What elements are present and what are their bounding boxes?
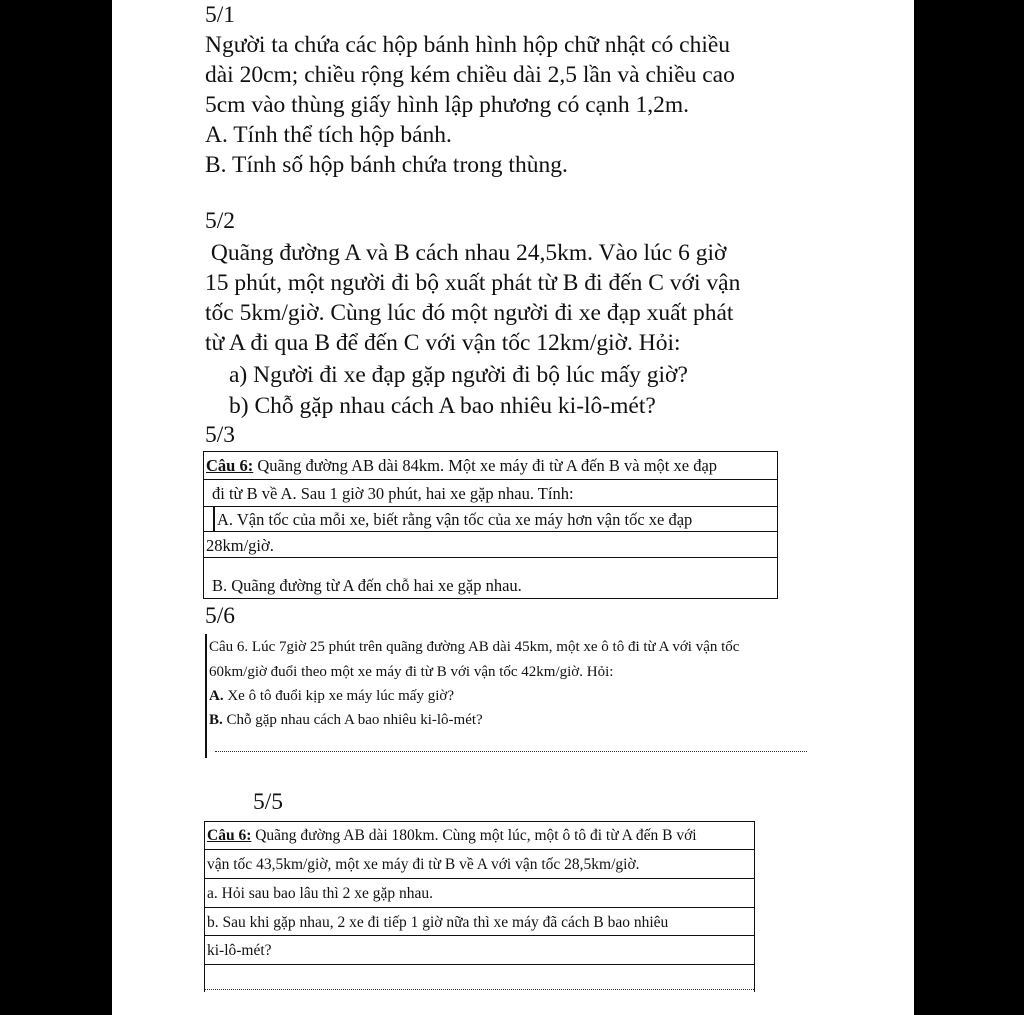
table-cell: A. Vận tốc của mỗi xe, biết rằng vận tốc của xe máy hơn vận tốc xe đạp — [217, 510, 693, 529]
table-cell: a. Hỏi sau bao lâu thì 2 xe gặp nhau. — [207, 885, 433, 902]
table-divider — [204, 479, 777, 480]
question-text: Quãng đường AB dài 180km. Cùng một lúc, một ô tô đi từ A đến B với — [251, 827, 697, 844]
question-text: Chỗ gặp nhau cách A bao nhiêu ki-lô-mét? — [222, 712, 483, 728]
section-heading-5-1: 5/1 — [205, 2, 236, 28]
problem-5-1-line: 5cm vào thùng giấy hình lập phương có cạnh 1,2m. — [205, 92, 689, 118]
problem-5-2-line: từ A đi qua B để đến C với vận tốc 12km/giờ. Hỏi: — [205, 330, 681, 356]
table-cell — [207, 827, 697, 845]
section-heading-5-6: 5/6 — [205, 603, 236, 629]
problem-5-3-table — [203, 451, 778, 599]
question-label: Câu 6: — [206, 456, 254, 475]
table-divider — [204, 531, 777, 532]
table-divider — [204, 557, 777, 558]
problem-5-2-line: tốc 5km/giờ. Cùng lúc đó một người đi xe đạp xuất phát — [205, 300, 734, 326]
question-text: Xe ô tô đuổi kịp xe máy lúc mấy giờ? — [223, 688, 454, 704]
question-label: B. — [209, 712, 223, 728]
problem-5-6-line: 60km/giờ đuổi theo một xe máy đi từ B với vận tốc 42km/giờ. Hỏi: — [209, 664, 614, 680]
table-divider — [205, 907, 754, 908]
table-cell: vận tốc 43,5km/giờ, một xe máy đi từ B về A với vận tốc 28,5km/giờ. — [207, 856, 640, 873]
document-page — [112, 0, 914, 1015]
table-divider — [204, 506, 777, 507]
problem-5-1-line: B. Tính số hộp bánh chứa trong thùng. — [205, 152, 568, 178]
table-cell: 28km/giờ. — [206, 536, 274, 555]
problem-5-5-table — [204, 821, 755, 992]
problem-5-2-line: Quãng đường A và B cách nhau 24,5km. Vào lúc 6 giờ — [205, 240, 727, 266]
section-heading-5-3: 5/3 — [205, 422, 236, 448]
problem-5-2-question-a: a) Người đi xe đạp gặp người đi bộ lúc mấy giờ? — [229, 362, 688, 388]
table-cell: ki-lô-mét? — [207, 942, 272, 959]
table-cell: b. Sau khi gặp nhau, 2 xe đi tiếp 1 giờ nữa thì xe máy đã cách B bao nhiêu — [207, 914, 669, 931]
answer-dotted-line — [215, 751, 807, 752]
problem-5-6-line: Câu 6. Lúc 7giờ 25 phút trên quãng đường AB dài 45km, một xe ô tô đi từ A với vận tốc — [209, 639, 740, 655]
section-heading-5-5: 5/5 — [253, 789, 284, 815]
problem-5-6-question-a — [209, 688, 454, 705]
table-divider — [205, 849, 754, 850]
question-label: Câu 6: — [207, 827, 252, 844]
question-label: A. — [209, 688, 224, 704]
problem-5-2-line: 15 phút, một người đi bộ xuất phát từ B đi đến C với vận — [205, 270, 741, 296]
problem-5-1-line: Người ta chứa các hộp bánh hình hộp chữ nhật có chiều — [205, 32, 731, 58]
margin-line — [205, 634, 207, 758]
table-cell: đi từ B về A. Sau 1 giờ 30 phút, hai xe gặp nhau. Tính: — [212, 484, 574, 503]
table-divider — [205, 878, 754, 879]
table-cell — [206, 456, 717, 476]
problem-5-6-question-b — [209, 712, 483, 729]
problem-5-2-question-b: b) Chỗ gặp nhau cách A bao nhiêu ki-lô-mét? — [229, 393, 656, 419]
table-divider — [205, 935, 754, 936]
section-heading-5-2: 5/2 — [205, 208, 236, 234]
table-divider — [205, 964, 754, 965]
table-border — [213, 506, 215, 531]
problem-5-1-line: dài 20cm; chiều rộng kém chiều dài 2,5 lần và chiều cao — [205, 62, 735, 88]
answer-dotted-line — [205, 989, 754, 990]
table-cell: B. Quãng đường từ A đến chỗ hai xe gặp nhau. — [212, 576, 522, 595]
problem-5-1-line: A. Tính thể tích hộp bánh. — [205, 122, 452, 148]
question-text: Quãng đường AB dài 84km. Một xe máy đi từ A đến B và một xe đạp — [253, 456, 718, 475]
